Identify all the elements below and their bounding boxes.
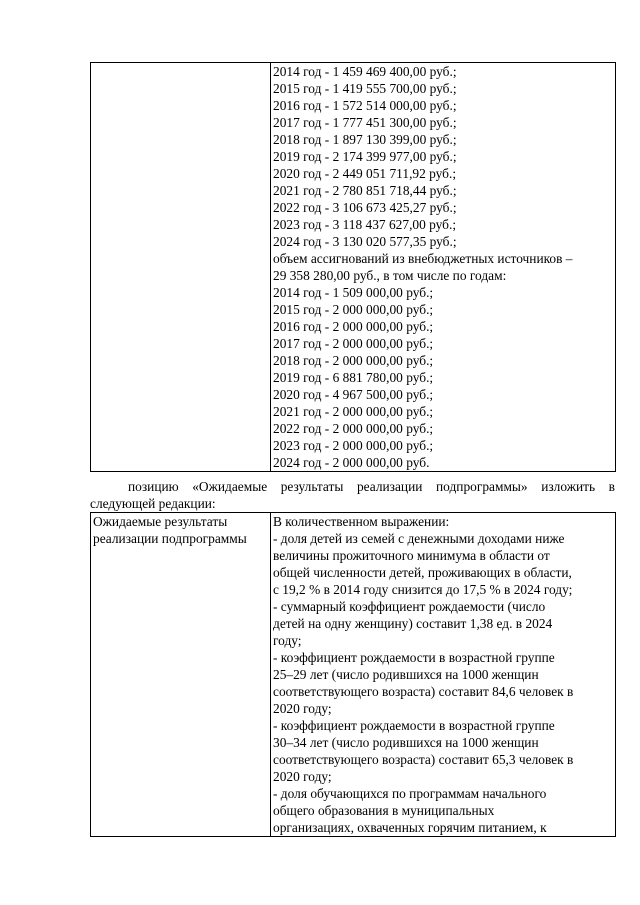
results-line-6: - суммарный коэффициент рождаемости (число (273, 599, 546, 614)
extra-budget-line-2022: 2022 год - 2 000 000,00 руб.; (273, 421, 434, 436)
instruction-line-2: следующей редакции: (90, 496, 216, 511)
funding-table (90, 62, 616, 472)
results-line-12: 2020 году; (273, 701, 332, 716)
extra-budget-line-2015: 2015 год - 2 000 000,00 руб.; (273, 302, 434, 317)
budget-line-2024: 2024 год - 3 130 020 577,35 руб.; (273, 234, 457, 249)
results-line-1: В количественном выражении: (273, 514, 450, 529)
results-line-4: общей численности детей, проживающих в области, (273, 565, 572, 580)
results-line-14: 30–34 лет (число родившихся на 1000 женщин (273, 735, 539, 750)
budget-line-2021: 2021 год - 2 780 851 718,44 руб.; (273, 183, 457, 198)
results-line-10: 25–29 лет (число родившихся на 1000 женщин (273, 667, 539, 682)
results-line-19: организациях, охваченных горячим питанием, к (273, 820, 547, 835)
funding-content-cell (271, 63, 616, 472)
budget-line-2014: 2014 год - 1 459 469 400,00 руб.; (273, 64, 457, 79)
results-content-cell (271, 513, 616, 837)
extra-budget-line-2024: 2024 год - 2 000 000,00 руб. (273, 455, 430, 470)
budget-line-2016: 2016 год - 1 572 514 000,00 руб.; (273, 98, 457, 113)
results-line-2: - доля детей из семей с денежными доходами ниже (273, 531, 565, 546)
budget-line-2015: 2015 год - 1 419 555 700,00 руб.; (273, 81, 457, 96)
budget-line-2018: 2018 год - 1 897 130 399,00 руб.; (273, 132, 457, 147)
results-line-9: - коэффициент рождаемости в возрастной группе (273, 650, 555, 665)
results-line-3: величины прожиточного минимума в области от (273, 548, 550, 563)
budget-line-2017: 2017 год - 1 777 451 300,00 руб.; (273, 115, 457, 130)
extra-budget-line-2018: 2018 год - 2 000 000,00 руб.; (273, 353, 434, 368)
extra-budget-line-2017: 2017 год - 2 000 000,00 руб.; (273, 336, 434, 351)
funding-label-cell (91, 63, 271, 472)
extra-budget-line-2016: 2016 год - 2 000 000,00 руб.; (273, 319, 434, 334)
instruction-line-1: позицию «Ожидаемые результаты реализации подпрограммы» изложить в (128, 479, 615, 494)
budget-line-2020: 2020 год - 2 449 051 711,92 руб.; (273, 166, 457, 181)
results-line-5: с 19,2 % в 2014 году снизится до 17,5 % в 2024 году; (273, 582, 573, 597)
extra-budget-line-2023: 2023 год - 2 000 000,00 руб.; (273, 438, 434, 453)
extra-budget-heading-2: 29 358 280,00 руб., в том числе по годам: (273, 268, 507, 283)
results-table (90, 512, 616, 837)
extra-budget-line-2019: 2019 год - 6 881 780,00 руб.; (273, 370, 434, 385)
results-line-13: - коэффициент рождаемости в возрастной группе (273, 718, 555, 733)
results-line-17: - доля обучающихся по программам начального (273, 786, 547, 801)
results-line-11: соответствующего возраста) составит 84,6 человек в (273, 684, 574, 699)
results-line-18: общего образования в муниципальных (273, 803, 495, 818)
budget-line-2023: 2023 год - 3 118 437 627,00 руб.; (273, 217, 457, 232)
results-label-cell (91, 513, 271, 837)
extra-budget-line-2020: 2020 год - 4 967 500,00 руб.; (273, 387, 434, 402)
budget-line-2019: 2019 год - 2 174 399 977,00 руб.; (273, 149, 457, 164)
funding-row (91, 63, 616, 472)
results-line-7: детей на одну женщину) составит 1,38 ед. в 2024 (273, 616, 553, 631)
extra-budget-line-2014: 2014 год - 1 509 000,00 руб.; (273, 285, 434, 300)
results-row (91, 513, 616, 837)
extra-budget-heading-1: объем ассигнований из внебюджетных источников – (273, 251, 573, 266)
results-label-line-2: реализации подпрограммы (93, 531, 247, 546)
results-line-15: соответствующего возраста) составит 65,3 человек в (273, 752, 574, 767)
results-label-line-1: Ожидаемые результаты (93, 514, 228, 529)
extra-budget-line-2021: 2021 год - 2 000 000,00 руб.; (273, 404, 434, 419)
budget-line-2022: 2022 год - 3 106 673 425,27 руб.; (273, 200, 457, 215)
results-line-8: году; (273, 633, 302, 648)
results-line-16: 2020 году; (273, 769, 332, 784)
